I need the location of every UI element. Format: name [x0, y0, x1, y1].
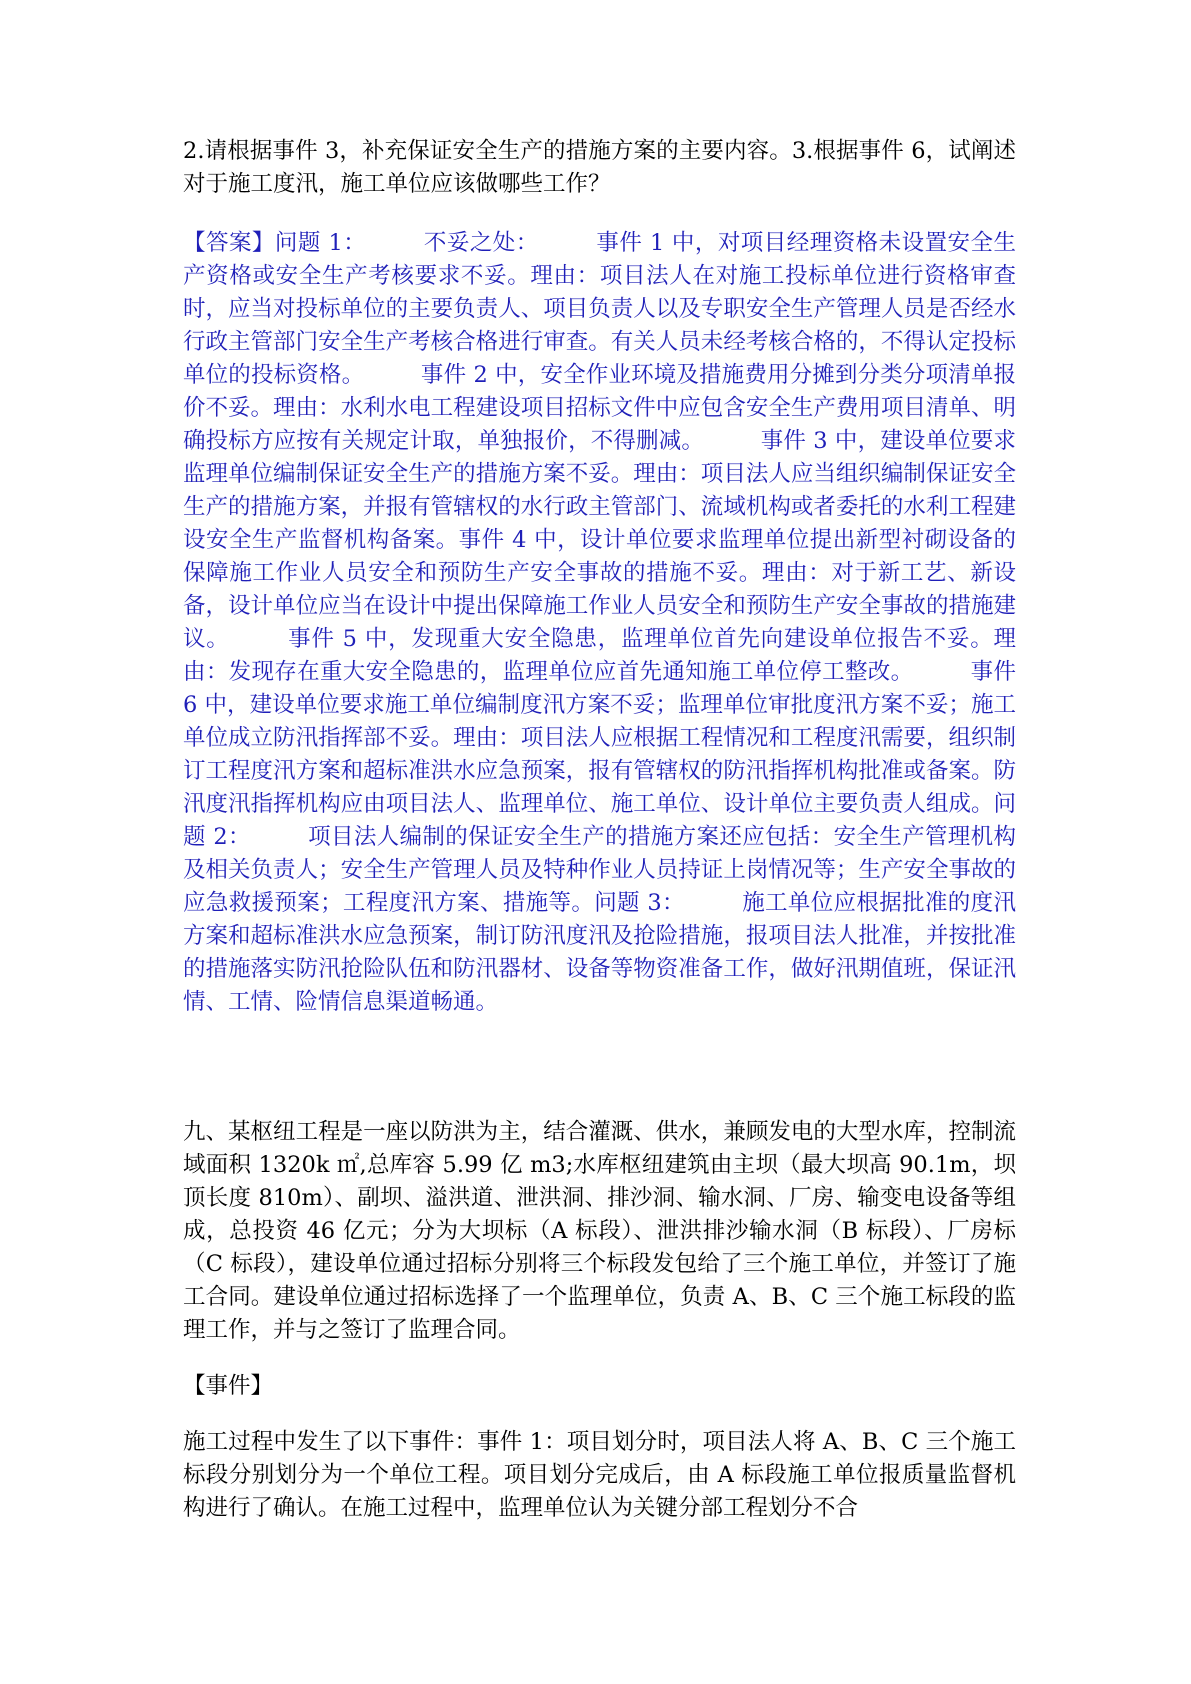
question-intro: 2.请根据事件 3，补充保证安全生产的措施方案的主要内容。3.根据事件 6，试阐述对于施工度汛，施工单位应该做哪些工作？ [183, 138, 1016, 197]
event-body-text: 施工过程中发生了以下事件：事件 1：项目划分时，项目法人将 A、B、C 三个施工标段分别划分为一个单位工程。项目划分完成后，由 A 标段施工单位报质量监督机构进行了确认。在施工过程中，监理单位认为关键分部工程划分不合 [183, 1429, 1016, 1521]
event-heading: 【事件】 [183, 1373, 274, 1399]
question-nine-text: 九、某枢纽工程是一座以防洪为主，结合灌溉、供水，兼顾发电的大型水库，控制流域面积 1320k ㎡,总库容 5.99 亿 m3;水库枢纽建筑由主坝（最大坝高 90.1m，坝顶长度 810m）、副坝、溢洪道、泄洪洞、排沙洞、输水洞、厂房、输变电设备等组成，总投资 46 亿元；分为大坝标（A 标段）、泄洪排沙输水洞（B 标段）、厂房标（C 标段），建设单位通过招标分别将三个标段发包给了三个施工单位，并签订了施工合同。建设单位通过招标选择了一个监理单位，负责 A、B、C 三个施工标段的监理工作，并与之签订了监理合同。 [183, 1119, 1016, 1343]
answer-text: 【答案】问题 1： 不妥之处： 事件 1 中，对项目经理资格未设置安全生产资格或安全生产考核要求不妥。理由：项目法人在对施工投标单位进行资格审查时，应当对投标单位的主要负责人、项目负责人以及专职安全生产管理人员是否经水行政主管部门安全生产考核合格进行审查。有关人员未经考核合格的，不得认定投标单位的投标资格。 事件 2 中，安全作业环境及措施费用分摊到分类分项清单报价不妥。理由：水利水电工程建设项目招标文件中应包含安全生产费用项目清单、明确投标方应按有关规定计取，单独报价，不得删减。 事件 3 中，建设单位要求监理单位编制保证安全生产的措施方案不妥。理由：项目法人应当组织编制保证安全生产的措施方案，并报有管辖权的水行政主管部门、流域机构或者委托的水利工程建设安全生产监督机构备案。事件 4 中，设计单位要求监理单位提出新型衬砌设备的保障施工作业人员安全和预防生产安全事故的措施不妥。理由：对于新工艺、新设备，设计单位应当在设计中提出保障施工作业人员安全和预防生产安全事故的措施建议。 事件 5 中，发现重大安全隐患，监理单位首先向建设单位报告不妥。理由：发现存在重大安全隐患的，监理单位应首先通知施工单位停工整改。 事件 6 中，建设单位要求施工单位编制度汛方案不妥；监理单位审批度汛方案不妥；施工单位成立防汛指挥部不妥。理由：项目法人应根据工程情况和工程度汛需要，组织制订工程度汛方案和超标准洪水应急预案，报有管辖权的防汛指挥机构批准或备案。防汛度汛指挥机构应由项目法人、监理单位、施工单位、设计单位主要负责人组成。问题 2： 项目法人编制的保证安全生产的措施方案还应包括：安全生产管理机构及相关负责人；安全生产管理人员及特种作业人员持证上岗情况等；生产安全事故的应急救援预案；工程度汛方案、措施等。问题 3： 施工单位应根据批准的度汛方案和超标准洪水应急预案，制订防汛度汛及抢险措施，报项目法人批准，并按批准的措施落实防汛抢险队伍和防汛器材、设备等物资准备工作，做好汛期值班，保证汛情、工情、险情信息渠道畅通。 [183, 230, 1016, 1015]
document-page [183, 135, 1016, 1525]
